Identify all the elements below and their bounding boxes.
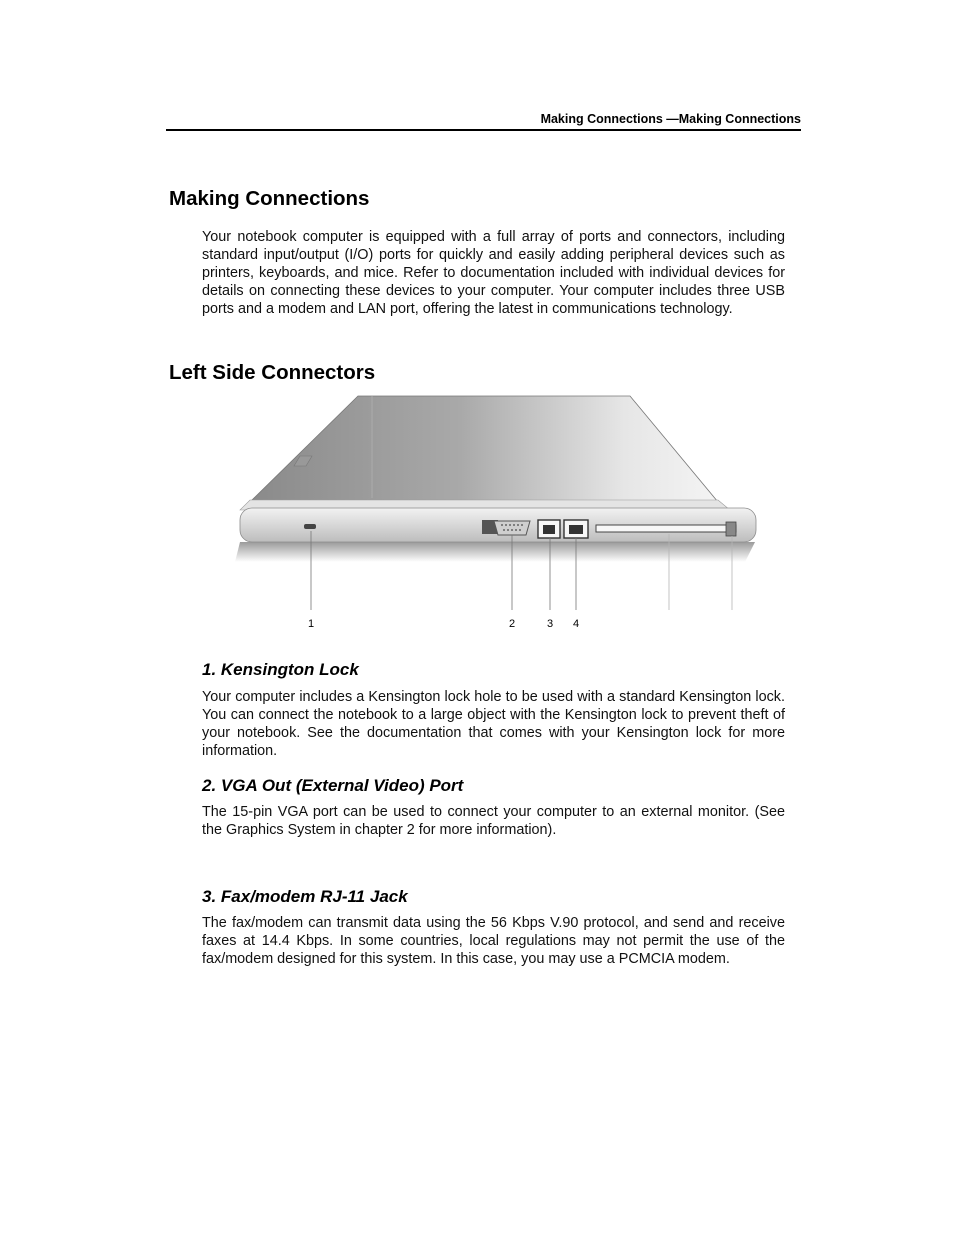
callout-1: 1 — [307, 618, 315, 630]
notebook-lid — [250, 396, 718, 502]
kensington-lock-paragraph: Your computer includes a Kensington lock hole to be used with a standard Kensington lock. You can connect the notebook to a large object with the Kensington lock to prevent theft of your notebook. See the documentation that comes with your Kensington lock for more information. — [202, 689, 785, 759]
section-title-making-connections: Making Connections — [169, 187, 370, 210]
callout-2: 2 — [508, 618, 516, 630]
vga-out-paragraph: The 15-pin VGA port can be used to connect your computer to an external monitor. (See the Graphics System in chapter 2 for more information). — [202, 804, 785, 838]
section-title-left-side-connectors: Left Side Connectors — [169, 361, 376, 384]
header-rule — [166, 129, 801, 131]
intro-paragraph: Your notebook computer is equipped with a full array of ports and connectors, including standard input/output (I/O) ports for quickly and easily adding peripheral devices such as printers, keyboards, and mice. Refer to documentation included with individual devices for details on connecting these devices to your computer. Your computer includes three USB ports and a modem and LAN port, offering the latest in communications technology. — [202, 229, 785, 317]
subsection-title-kensington-lock: 1. Kensington Lock — [202, 660, 359, 679]
notebook-shadow — [235, 542, 755, 562]
pcmcia-slot — [596, 525, 736, 532]
fax-modem-paragraph: The fax/modem can transmit data using the 56 Kbps V.90 protocol, and send and receive faxes at 14.4 Kbps. In some countries, local regulations may not permit the use of the fax/modem designed for this system. In this case, you may use a PCMCIA modem. — [202, 915, 785, 967]
vga-port — [494, 521, 530, 535]
callout-4: 4 — [572, 618, 580, 630]
subsection-title-vga-out: 2. VGA Out (External Video) Port — [202, 776, 464, 795]
kensington-slot — [304, 524, 316, 529]
callout-3: 3 — [546, 618, 554, 630]
notebook-left-side-figure — [230, 394, 760, 634]
subsection-title-fax-modem: 3. Fax/modem RJ-11 Jack — [202, 887, 408, 906]
running-header: Making Connections —Making Connections — [540, 112, 801, 126]
